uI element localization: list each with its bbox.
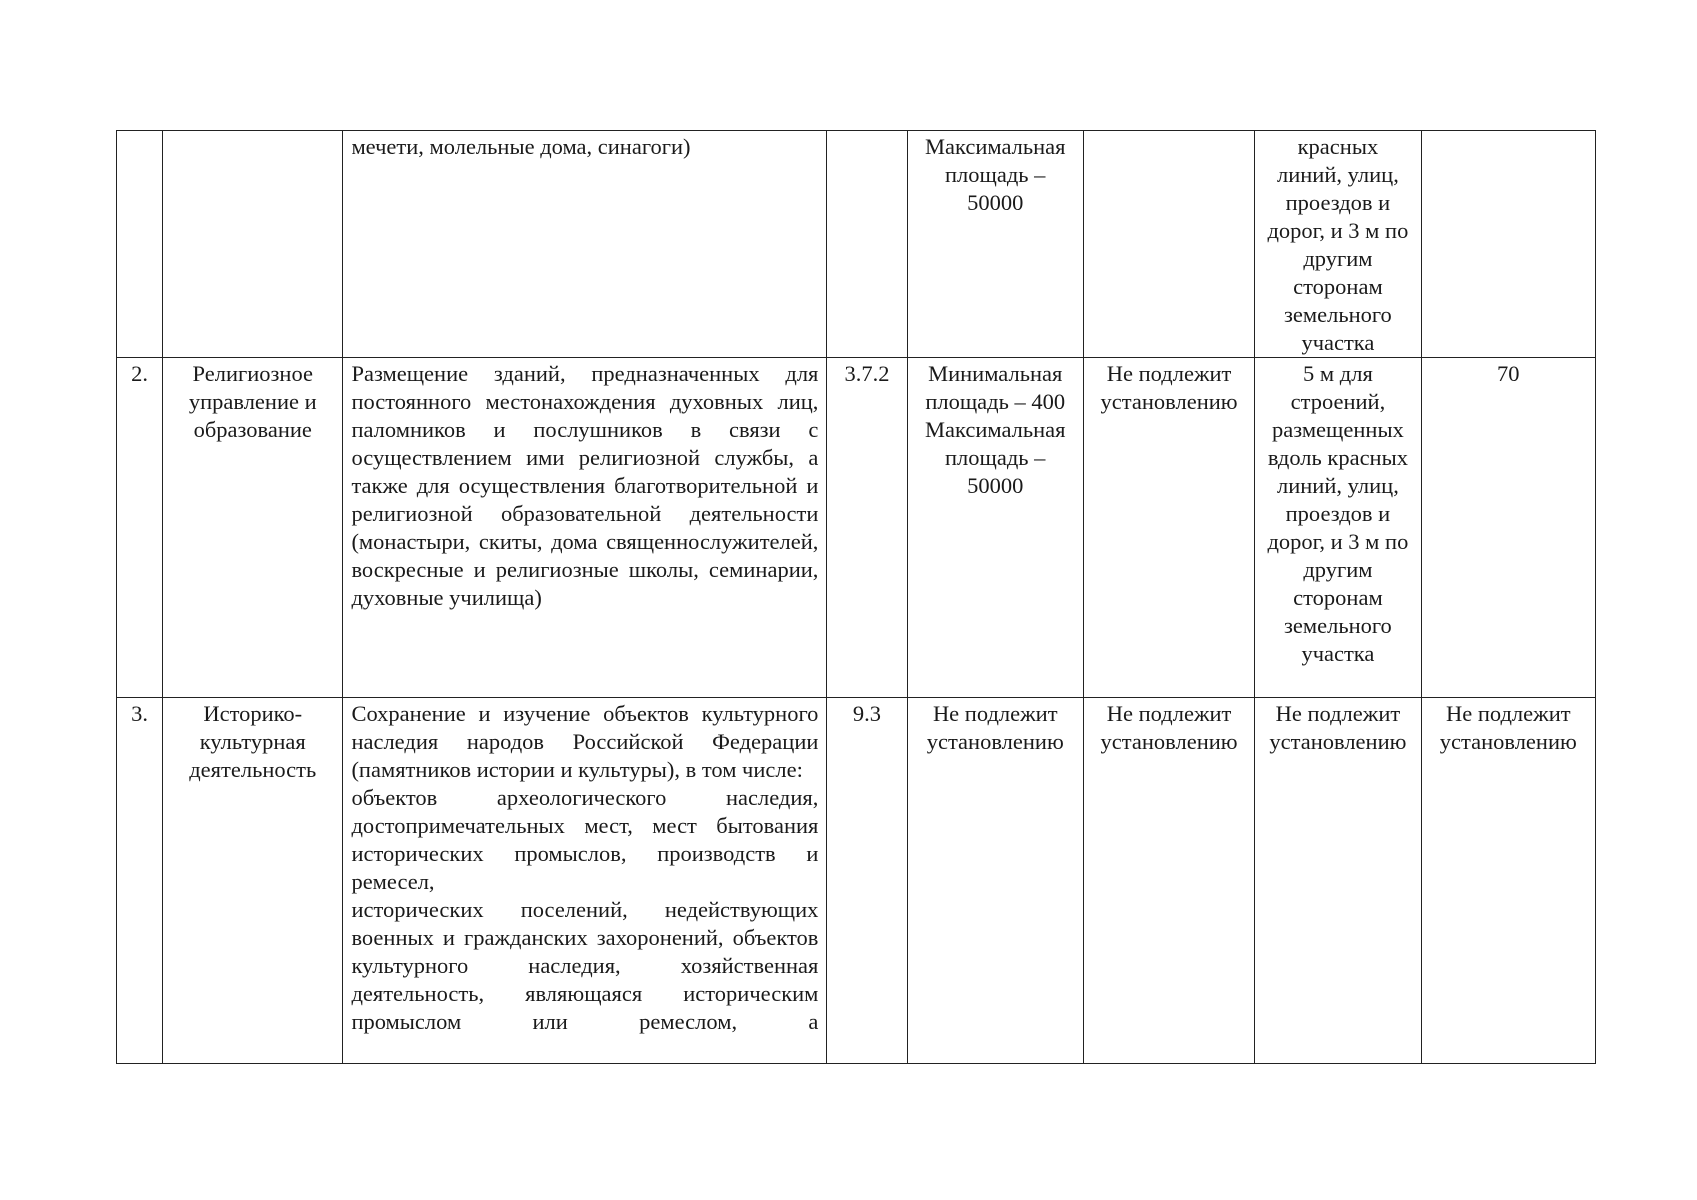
table-row xyxy=(117,358,1596,698)
row-number xyxy=(117,131,163,358)
use-code: 9.3 xyxy=(827,698,907,1064)
plot-area: Максимальная площадь – 50000 xyxy=(907,131,1083,358)
description-paragraph: Размещение зданий, предназначенных для постоянного местонахождения духовных лиц, паломников и послушников в связи с осуществлением ими религиозной службы, а также для осуществления благотворительной и религиозной образовательной деятельности (монастыри, скиты, дома священнослужителей, воскресные и религиозные школы, семинарии, духовные училища) xyxy=(351,361,819,610)
use-description xyxy=(343,131,827,358)
description-paragraph: Сохранение и изучение объектов культурного наследия народов Российской Федерации (памятников истории и культуры), в том числе: xyxy=(351,701,819,782)
description-paragraph: мечети, молельные дома, синагоги) xyxy=(351,134,691,159)
description-paragraph: исторических поселений, недействующих военных и гражданских захоронений, объектов культурного наследия, хозяйственная деятельность, являющаяся историческим промыслом или ремеслом, а xyxy=(351,897,819,1034)
floors-limit xyxy=(1083,131,1254,358)
table-row xyxy=(117,698,1596,1064)
plot-area: Не подлежит установлению xyxy=(907,698,1083,1064)
building-coverage: Не подлежит установлению xyxy=(1421,698,1595,1064)
use-code: 3.7.2 xyxy=(827,358,907,698)
plot-area: Минимальная площадь – 400 Максимальная площадь – 50000 xyxy=(907,358,1083,698)
floors-limit: Не подлежит установлению xyxy=(1083,698,1254,1064)
building-coverage: 70 xyxy=(1421,358,1595,698)
row-number: 3. xyxy=(117,698,163,1064)
use-type-name: Историко-культурная деятельность xyxy=(163,698,343,1064)
use-description xyxy=(343,358,827,698)
land-use-regulations-table xyxy=(116,130,1596,1064)
use-type-name: Религиозное управление и образование xyxy=(163,358,343,698)
setback-distance: красных линий, улиц, проездов и дорог, и 3 м по другим сторонам земельного участка xyxy=(1255,131,1421,358)
use-type-name xyxy=(163,131,343,358)
description-paragraph: объектов археологического наследия, достопримечательных мест, мест бытования исторических промыслов, производств и ремесел, xyxy=(351,785,819,894)
use-code xyxy=(827,131,907,358)
setback-distance: 5 м для строений, размещенных вдоль красных линий, улиц, проездов и дорог, и 3 м по другим сторонам земельного участка xyxy=(1255,358,1421,698)
floors-limit: Не подлежит установлению xyxy=(1083,358,1254,698)
row-number: 2. xyxy=(117,358,163,698)
table-row xyxy=(117,131,1596,358)
use-description xyxy=(343,698,827,1064)
building-coverage xyxy=(1421,131,1595,358)
setback-distance: Не подлежит установлению xyxy=(1255,698,1421,1064)
